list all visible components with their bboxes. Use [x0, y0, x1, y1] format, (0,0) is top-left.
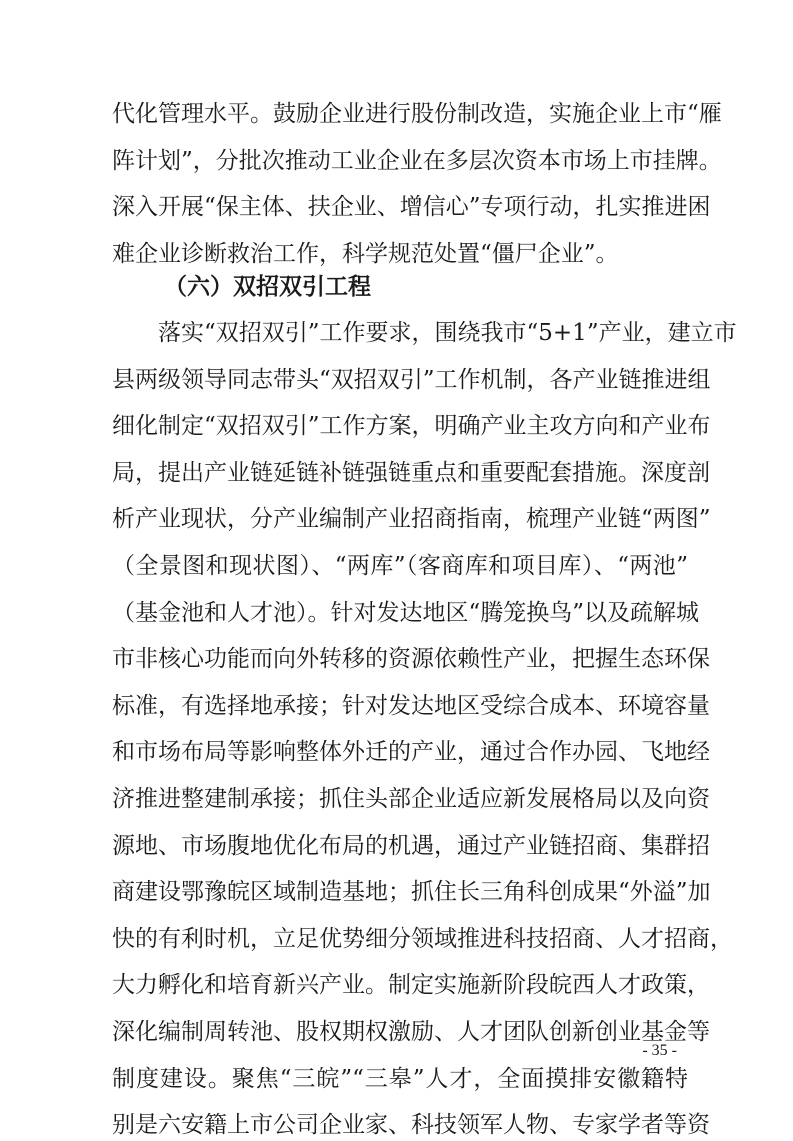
body-text-line: 大力孵化和培育新兴产业。制定实施新阶段皖西人才政策，	[112, 972, 710, 998]
body-text-line: 别是六安籍上市公司企业家、科技领军人物、专家学者等资	[112, 1112, 710, 1138]
body-text-line: 局，提出产业链延链补链强链重点和重要配套措施。深度剖	[112, 460, 710, 486]
body-text-line: 深化编制周转池、股权期权激励、人才团队创新创业基金等	[112, 1019, 710, 1045]
body-text-line: （全景图和现状图）、“两库”（客商库和项目库）、“两池”	[112, 553, 688, 579]
body-text-line: 源地、市场腹地优化布局的机遇，通过产业链招商、集群招	[112, 833, 710, 859]
page-number: - 35 -	[642, 1042, 677, 1059]
body-text-line: 深入开展“保主体、扶企业、增信心”专项行动，扎实推进困	[112, 194, 711, 220]
body-text-line: 快的有利时机，立足优势细分领域推进科技招商、人才招商，	[112, 926, 733, 952]
body-text-line: 析产业现状，分产业编制产业招商指南，梳理产业链“两图”	[112, 506, 711, 532]
body-text-line: 落实“双招双引”工作要求，围绕我市“5+1”产业，建立市	[158, 320, 737, 346]
body-text-line: 商建设鄂豫皖区域制造基地；抓住长三角科创成果“外溢”加	[112, 879, 711, 905]
section-heading: （六）双招双引工程	[164, 274, 371, 300]
body-text-line: 济推进整建制承接；抓住头部企业适应新发展格局以及向资	[112, 786, 710, 812]
body-text-line: 标准，有选择地承接；针对发达地区受综合成本、环境容量	[112, 693, 710, 719]
body-text-line: 制度建设。聚焦“三皖”“三皋”人才，全面摸排安徽籍特	[112, 1066, 688, 1092]
body-text-line: 代化管理水平。鼓励企业进行股份制改造，实施企业上市“雁	[112, 101, 722, 127]
body-text-line: 市非核心功能而向外转移的资源依赖性产业，把握生态环保	[112, 646, 710, 672]
body-text-line: 阵计划”，分批次推动工业企业在多层次资本市场上市挂牌。	[112, 148, 722, 174]
body-text-line: （基金池和人才池）。针对发达地区“腾笼换鸟”以及疏解城	[112, 600, 700, 626]
body-text-line: 和市场布局等影响整体外迁的产业，通过合作办园、飞地经	[112, 739, 710, 765]
body-text-line: 细化制定“双招双引”工作方案，明确产业主攻方向和产业布	[112, 413, 711, 439]
body-text-line: 难企业诊断救治工作，科学规范处置“僵尸企业”。	[112, 241, 619, 267]
body-text-line: 县两级领导同志带头“双招双引”工作机制，各产业链推进组	[112, 367, 711, 393]
